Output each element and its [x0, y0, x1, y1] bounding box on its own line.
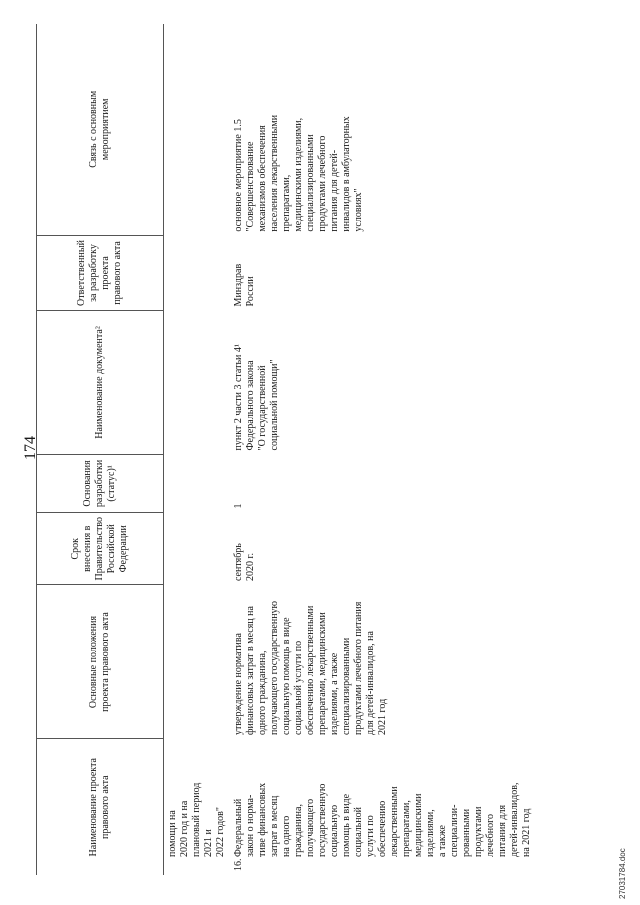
table-row-continuation — [164, 24, 231, 875]
header-provisions: Основные положения проекта правового акта — [37, 585, 164, 739]
row-number: 16. — [233, 858, 244, 871]
row-basis: 1 — [233, 503, 244, 509]
header-document: Наименование документа² — [37, 310, 164, 454]
header-basis: Основания разработки (статус)¹ — [37, 454, 164, 512]
row-name-cell — [230, 739, 536, 875]
row-document: пункт 2 части 3 статьи 4¹ Федерального закона "О государственной социальной помощи" — [233, 344, 280, 451]
table-header-row — [37, 24, 164, 875]
row-act-name: Федеральный закон о норма- тиве финансовых затрат в месяц на одного гражданина, получающего государственную социальную помощь в виде социальной услуги по обеспечению лекарственными препаратами, медицинскими изделиями, а также специализи- рованными продуктами лечебного питания для детей-инвалидов, на 2021 год — [233, 782, 532, 857]
header-link: Связь с основным мероприятием — [37, 24, 164, 236]
header-act-name: Наименование проекта правового акта — [37, 739, 164, 875]
document-id: 27031784.doc — [618, 848, 627, 899]
header-responsible: Ответственный за разработку проекта правового акта — [37, 236, 164, 311]
legal-acts-table — [36, 24, 536, 875]
table-row — [230, 24, 536, 875]
row-link: основное мероприятие 1.5 "Совершенствование механизмов обеспечения населения лекарственными препаратами, медицинскими изделиями, специализированными продуктами лечебного питания для детей- инвалидов в амбулаторных условиях" — [233, 114, 364, 232]
continuation-text: помощи на 2020 год и на плановый период 2021 и 2022 годов" — [167, 782, 226, 857]
page-number: 174 — [22, 436, 39, 460]
row-deadline: сентябрь 2020 г. — [233, 543, 256, 581]
header-deadline: Срок внесения в Правительство Российской Федерации — [37, 512, 164, 585]
continuation-cell — [164, 739, 231, 875]
row-provisions: утверждение норматива финансовых затрат в месяц на одного гражданина, получающего государственную социальную помощь в виде социальной услуги по обеспечению лекарственными препаратами, медицинскими изделиями, а также специализированными продуктами лечебного питания для детей-инвалидов, на 2021 год — [233, 600, 388, 735]
row-responsible: Минздрав России — [233, 263, 256, 307]
